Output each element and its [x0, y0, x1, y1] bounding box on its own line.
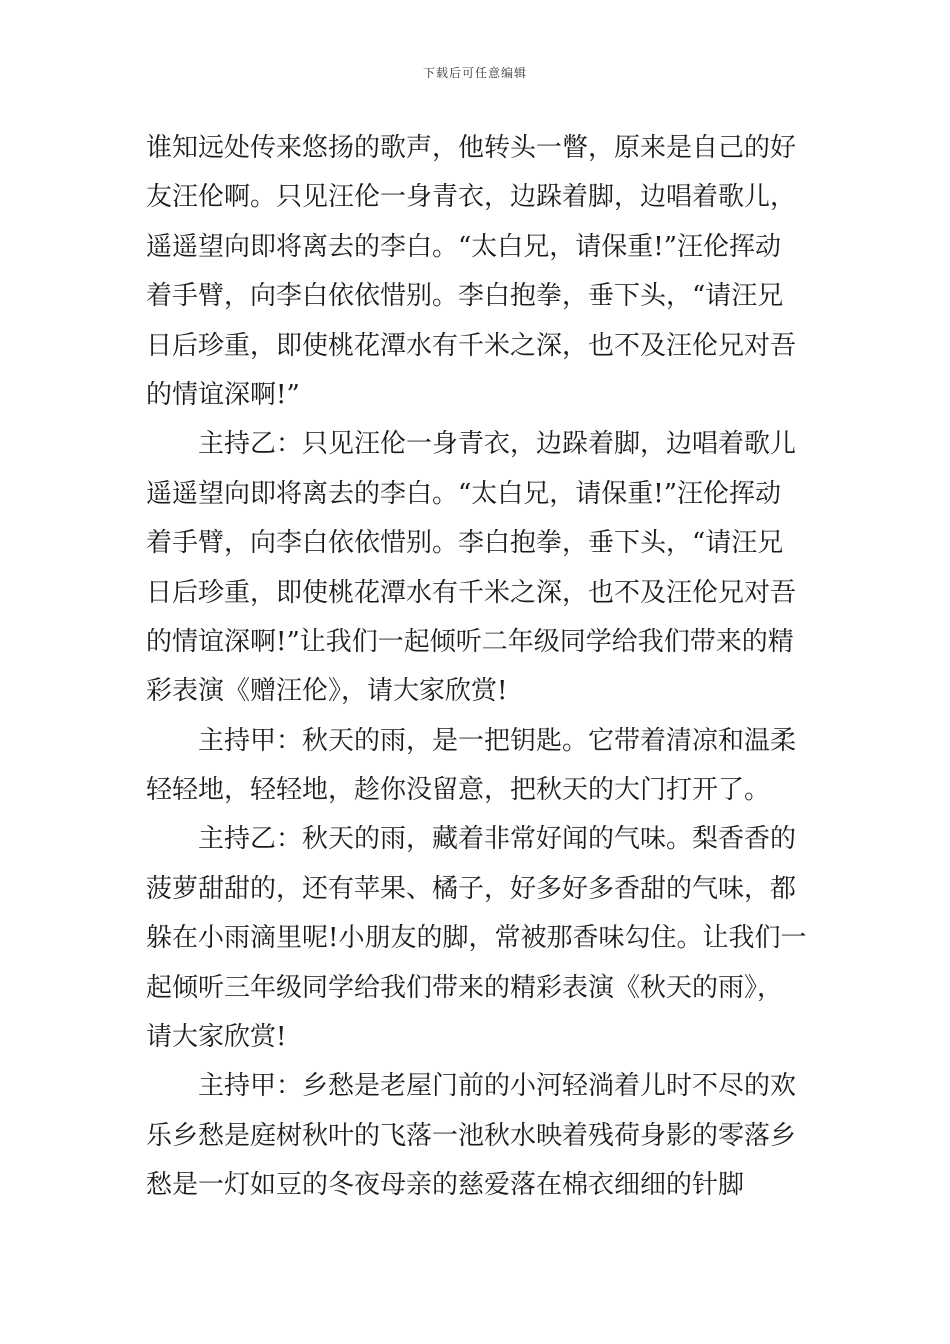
text-line: 的情谊深啊!”让我们一起倾听二年级同学给我们带来的精: [146, 626, 794, 657]
text-line: 愁是一灯如豆的冬夜母亲的慈爱落在棉衣细细的针脚: [146, 1170, 745, 1201]
text-line: 谁知远处传来悠扬的歌声，他转头一瞥，原来是自己的好: [146, 133, 797, 163]
text-line: 菠萝甜甜的，还有苹果、橘子，好多好多香甜的气味，都: [146, 873, 797, 904]
paragraph-start-line: 主持乙：秋天的雨，藏着非常好闻的气味。梨香香的: [198, 824, 797, 855]
text-line: 遥遥望向即将离去的李白。“太白兄，请保重!”汪伦挥动: [146, 478, 782, 509]
text-line: 遥遥望向即将离去的李白。“太白兄，请保重!”汪伦挥动: [146, 231, 782, 262]
text-line: 彩表演《赠汪伦》，请大家欣赏!: [146, 676, 508, 707]
text-line: 的情谊深啊!”: [146, 379, 300, 410]
text-line: 着手臂，向李白依依惜别。李白抱拳，垂下头，“请汪兄: [146, 528, 784, 559]
text-line: 起倾听三年级同学给我们带来的精彩表演《秋天的雨》，: [146, 972, 784, 1003]
text-line: 友汪伦啊。只见汪伦一身青衣，边跺着脚，边唱着歌儿，: [146, 182, 797, 213]
text-line: 躲在小雨滴里呢!小朋友的脚，常被那香味勾住。让我们一: [146, 923, 807, 954]
text-line: 乐乡愁是庭树秋叶的飞落一池秋水映着残荷身影的零落乡: [146, 1120, 797, 1151]
paragraph-start-line: 主持甲：乡愁是老屋门前的小河轻淌着儿时不尽的欢: [198, 1071, 797, 1102]
document-body: [146, 124, 816, 1211]
paragraph-start-line: 主持甲：秋天的雨，是一把钥匙。它带着清凉和温柔: [198, 725, 797, 756]
text-line: 日后珍重，即使桃花潭水有千米之深，也不及汪伦兄对吾: [146, 577, 797, 608]
page-header: 下载后可任意编辑: [422, 66, 527, 80]
text-line: 请大家欣赏!: [146, 1022, 287, 1053]
text-line: 着手臂，向李白依依惜别。李白抱拳，垂下头，“请汪兄: [146, 281, 784, 312]
paragraph-start-line: 主持乙：只见汪伦一身青衣，边跺着脚，边唱着歌儿: [198, 429, 797, 460]
text-line: 轻轻地，轻轻地，趁你没留意，把秋天的大门打开了。: [146, 775, 771, 806]
text-line: 日后珍重，即使桃花潭水有千米之深，也不及汪伦兄对吾: [146, 330, 797, 361]
